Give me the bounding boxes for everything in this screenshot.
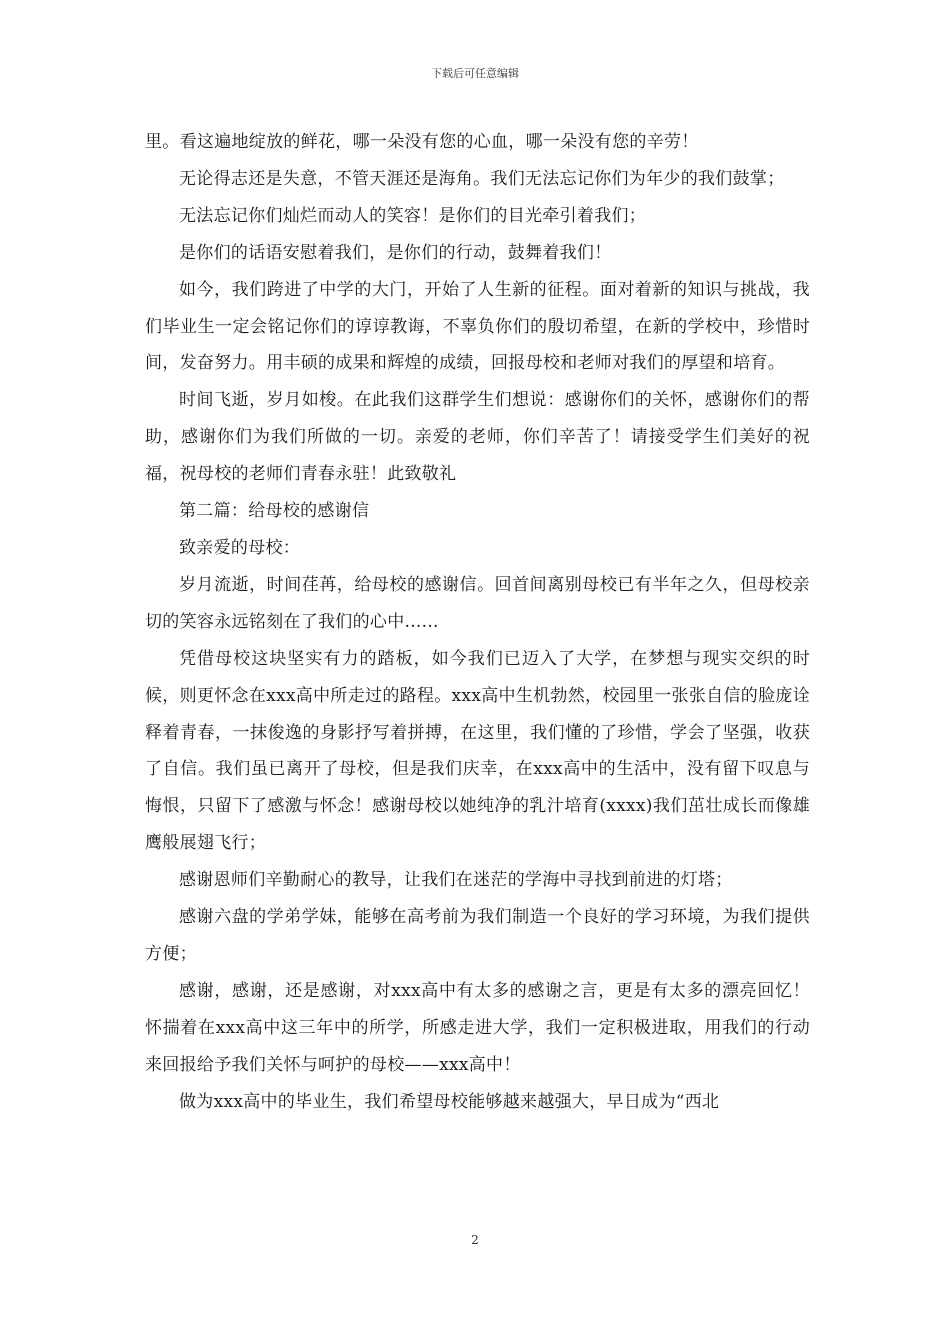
page-number: 2: [471, 1233, 479, 1247]
paragraph: 时间飞逝，岁月如梭。在此我们这群学生们想说：感谢你们的关怀，感谢你们的帮助，感谢你们为我们所做的一切。亲爱的老师，你们辛苦了！请接受学生们美好的祝福，祝母校的老师们青春永驻！此致敬礼: [145, 390, 810, 485]
paragraph: 无法忘记你们灿烂而动人的笑容！是你们的目光牵引着我们；: [179, 205, 647, 226]
document-body: [145, 124, 810, 1120]
paragraph: 是你们的话语安慰着我们，是你们的行动，鼓舞着我们！: [179, 242, 612, 263]
paragraph: 做为xxx高中的毕业生，我们希望母校能够越来越强大，早日成为“西北: [179, 1091, 720, 1112]
paragraph: 无论得志还是失意，不管天涯还是海角。我们无法忘记你们为年少的我们鼓掌；: [179, 168, 785, 189]
paragraph: 岁月流逝，时间荏苒，给母校的感谢信。回首间离别母校已有半年之久，但母校亲切的笑容永远铭刻在了我们的心中......: [145, 574, 810, 632]
paragraph: 致亲爱的母校：: [179, 537, 301, 558]
paragraph: 感谢恩师们辛勤耐心的教导，让我们在迷茫的学海中寻找到前进的灯塔；: [179, 870, 733, 891]
paragraph: 里。看这遍地绽放的鲜花，哪一朵没有您的心血，哪一朵没有您的辛劳！: [145, 132, 699, 152]
paragraph: 如今，我们跨进了中学的大门，开始了人生新的征程。面对着新的知识与挑战，我们毕业生一定会铭记你们的谆谆教诲，不辜负你们的殷切希望，在新的学校中，珍惜时间，发奋努力。用丰硕的成果和辉煌的成绩，回报母校和老师对我们的厚望和培育。: [145, 279, 810, 374]
paragraph: 凭借母校这块坚实有力的踏板，如今我们已迈入了大学，在梦想与现实交织的时候，则更怀念在xxx高中所走过的路程。xxx高中生机勃然，校园里一张张自信的脸庞诠释着青春，一抹俊逸的身影抒写着拼搏，在这里，我们懂的了珍惜，学会了坚强，收获了自信。我们虽已离开了母校，但是我们庆幸，在xxx高中的生活中，没有留下叹息与悔恨，只留下了感激与怀念！感谢母校以她纯净的乳汁培育(xxxx)我们茁壮成长而像雄鹰般展翅飞行；: [145, 648, 810, 854]
paragraph: 感谢，感谢，还是感谢，对xxx高中有太多的感谢之言，更是有太多的漂亮回忆！怀揣着在xxx高中这三年中的所学，所感走进大学，我们一定积极进取，用我们的行动来回报给予我们关怀与呵护的母校——xxx高中！: [145, 980, 810, 1075]
page-header: 下载后可任意编辑: [431, 67, 519, 80]
paragraph: 感谢六盘的学弟学妹，能够在高考前为我们制造一个良好的学习环境，为我们提供方便；: [145, 907, 810, 964]
paragraph: 第二篇：给母校的感谢信: [179, 501, 370, 522]
